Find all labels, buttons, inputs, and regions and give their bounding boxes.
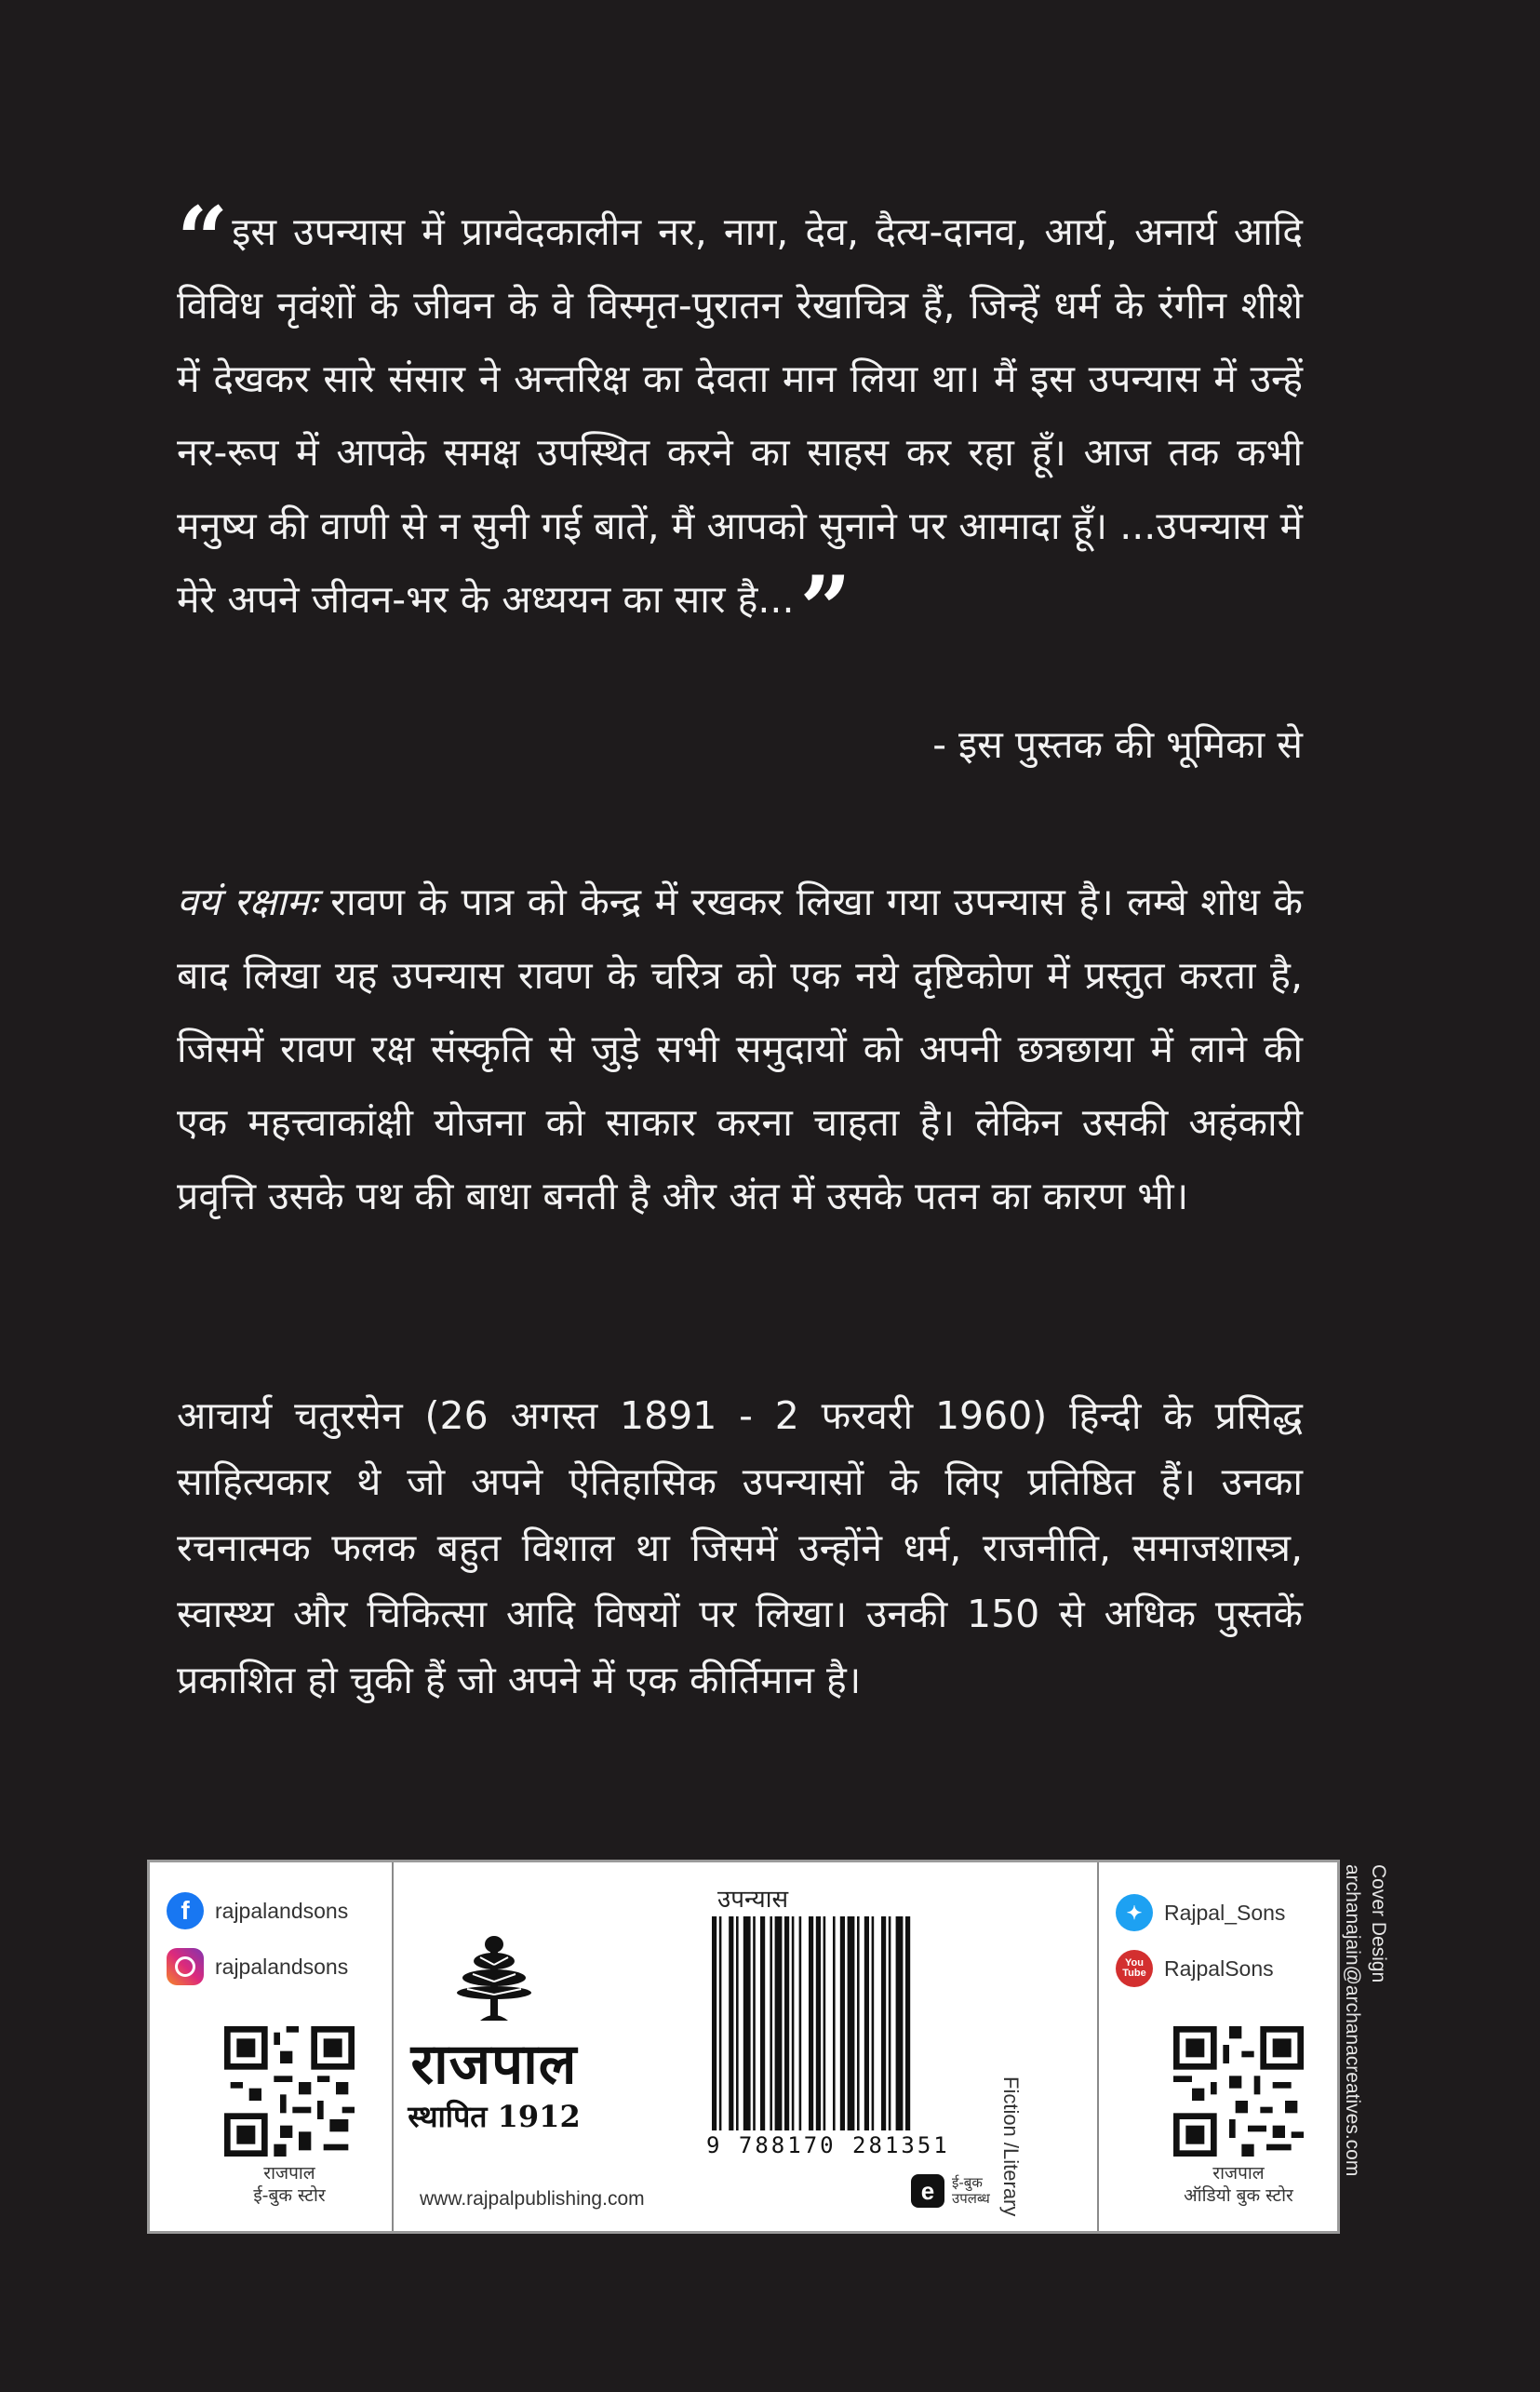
ebook-store-qr-code-icon[interactable] xyxy=(224,2026,355,2157)
ebook-badge-text xyxy=(952,2175,990,2207)
audio-store-label-line1: राजपाल xyxy=(1212,2163,1265,2184)
instagram-icon xyxy=(167,1948,204,1985)
panel-divider-right xyxy=(1097,1862,1099,2231)
quote-attribution: - इस पुस्तक की भूमिका से xyxy=(932,722,1303,767)
publisher-info-panel xyxy=(147,1860,1340,2234)
instagram-link[interactable] xyxy=(167,1948,348,1985)
audio-store-label-line2: ऑडियो बुक स्टोर xyxy=(1184,2185,1293,2206)
ebook-badge-line2: उपलब्ध xyxy=(952,2190,990,2207)
facebook-handle: rajpalandsons xyxy=(215,1898,349,1923)
publisher-website-link[interactable]: www.rajpalpublishing.com xyxy=(420,2188,645,2210)
synopsis-text: रावण के पात्र को केन्द्र में रखकर लिखा गया उपन्यास है। लम्बे शोध के बाद लिखा यह उपन्यास रावण के चरित्र को एक नये दृष्टिकोण में प्रस्तुत करता है, जिसमें रावण रक्ष संस्कृति से जुड़े सभी समुदायों को अपनी छत्रछाया में लाने की एक महत्त्वाकांक्षी योजना को साकार करना चाहता है। लेकिन उसकी अहंकारी प्रवृत्ति उसके पथ की बाधा बनती है और अंत में उसके पतन का कारण भी। xyxy=(177,880,1303,1218)
genre-hindi: उपन्यास xyxy=(717,1886,789,1914)
youtube-handle: RajpalSons xyxy=(1164,1955,1274,1981)
youtube-link[interactable] xyxy=(1116,1950,1274,1987)
publisher-name: राजपाल xyxy=(410,2032,578,2097)
facebook-icon: f xyxy=(167,1892,204,1929)
audio-store-label xyxy=(1136,2162,1341,2207)
genre-english: Fiction /Literary xyxy=(999,2076,1023,2217)
quote-text: इस उपन्यास में प्राग्वेदकालीन नर, नाग, देव, दैत्य-दानव, आर्य, अनार्य आदि विविध नृवंशों के जीवन के वे विस्मृत-पुरातन रेखाचित्र हैं, जिन्हें धर्म के रंगीन शीशे में देखकर सारे संसार ने अन्तरिक्ष का देवता मान लिया था। मैं इस उपन्यास में उन्हें नर-रूप में आपके समक्ष उपस्थित करने का साहस कर रहा हूँ। आज तक कभी मनुष्य की वाणी से न सुनी गई बातें, मैं आपको सुनाने पर आमादा हूँ। ...उपन्यास में मेरे अपने जीवन-भर के अध्ययन का सार है... xyxy=(177,209,1303,622)
audio-store-qr-code-icon[interactable] xyxy=(1173,2026,1304,2157)
barcode-icon xyxy=(706,1916,985,2140)
ebook-store-label-line1: राजपाल xyxy=(263,2163,315,2184)
ebook-icon: e xyxy=(911,2174,944,2208)
instagram-handle: rajpalandsons xyxy=(215,1954,349,1979)
close-quote-mark: ” xyxy=(799,557,851,662)
twitter-handle: Rajpal_Sons xyxy=(1164,1900,1286,1925)
panel-divider-left xyxy=(392,1862,394,2231)
youtube-icon: You Tube xyxy=(1116,1950,1153,1987)
cover-design-credit xyxy=(1339,1864,1391,2176)
twitter-link[interactable] xyxy=(1116,1894,1285,1931)
ebook-store-label xyxy=(187,2162,392,2207)
synopsis-paragraph xyxy=(177,866,1303,1233)
cover-credit-line2: archanajain@archanacreatives.com xyxy=(1342,1864,1363,2177)
ebook-available-badge xyxy=(911,2174,990,2208)
quote-paragraph xyxy=(177,187,1303,662)
ebook-badge-line1: ई-बुक xyxy=(952,2174,983,2191)
tree-logo-icon xyxy=(443,1928,545,2030)
author-bio-paragraph: आचार्य चतुरसेन (26 अगस्त 1891 - 2 फरवरी 1960) हिन्दी के प्रसिद्ध साहित्यकार थे जो अपने ऐतिहासिक उपन्यासों के लिए प्रतिष्ठित हैं। उनका रचनात्मक फलक बहुत विशाल था जिसमें उन्होंने धर्म, राजनीति, समाजशास्त्र, स्वास्थ्य और चिकित्सा आदि विषयों पर लिखा। उनकी 150 से अधिक पुस्तकें प्रकाशित हो चुकी हैं जो अपने में एक कीर्तिमान है। xyxy=(177,1393,1303,1702)
twitter-icon: ✦ xyxy=(1116,1894,1153,1931)
book-title-italic: वयं रक्षामः xyxy=(177,880,317,924)
ebook-store-label-line2: ई-बुक स्टोर xyxy=(253,2185,326,2206)
open-quote-mark: “ xyxy=(177,187,229,292)
facebook-link[interactable] xyxy=(167,1892,348,1929)
publisher-logo xyxy=(401,1928,587,2138)
cover-credit-line1: Cover Design xyxy=(1368,1864,1389,1983)
established-year: स्थापित 1912 xyxy=(408,2099,581,2134)
isbn-number: 9 788170 281351 xyxy=(706,2132,950,2158)
